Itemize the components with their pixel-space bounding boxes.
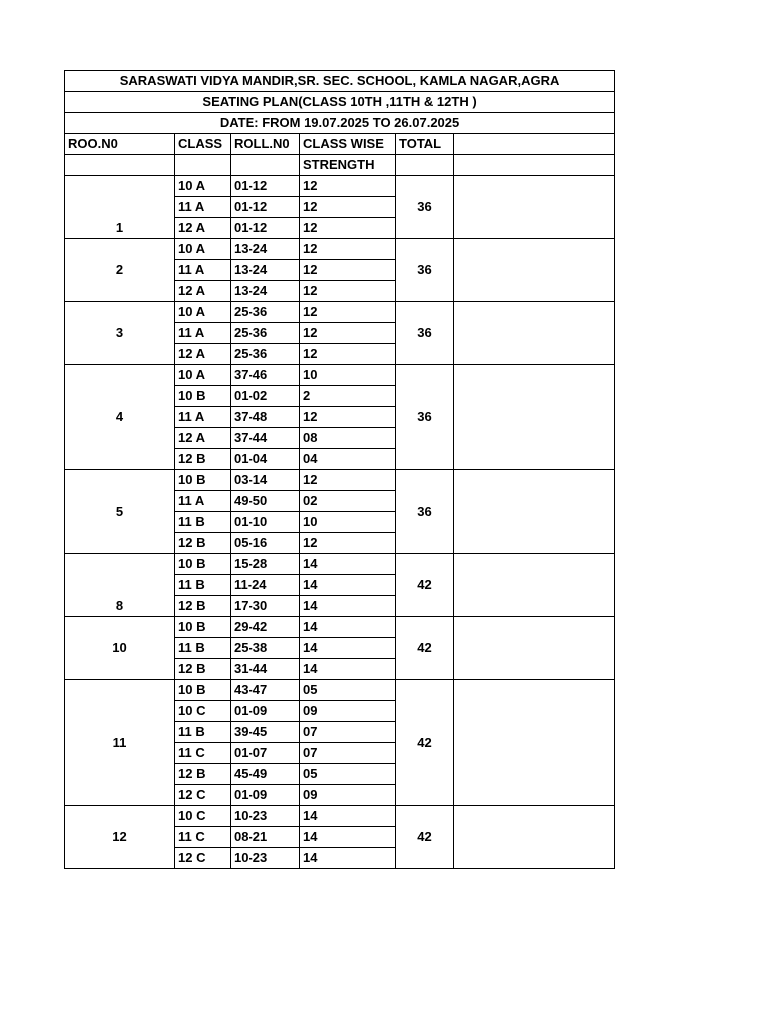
room-number: 2 bbox=[65, 239, 175, 302]
blank-cell bbox=[454, 176, 615, 239]
header-row-title bbox=[65, 92, 615, 113]
roll-range-cell: 11-24 bbox=[231, 575, 300, 596]
roll-range-cell: 01-10 bbox=[231, 512, 300, 533]
header-row-school bbox=[65, 71, 615, 92]
strength-cell: 02 bbox=[300, 491, 396, 512]
strength-cell: 10 bbox=[300, 365, 396, 386]
class-cell: 10 C bbox=[175, 806, 231, 827]
strength-cell: 05 bbox=[300, 680, 396, 701]
room-total: 36 bbox=[396, 239, 454, 302]
school-name: SARASWATI VIDYA MANDIR,SR. SEC. SCHOOL, KAMLA NAGAR,AGRA bbox=[65, 71, 615, 92]
roll-range-cell: 08-21 bbox=[231, 827, 300, 848]
room-total: 42 bbox=[396, 554, 454, 617]
roll-range-cell: 01-04 bbox=[231, 449, 300, 470]
table-row bbox=[65, 806, 615, 827]
room-number: 12 bbox=[65, 806, 175, 869]
subheader-blank-extra bbox=[454, 155, 615, 176]
class-cell: 11 A bbox=[175, 491, 231, 512]
roll-range-cell: 01-09 bbox=[231, 785, 300, 806]
class-cell: 11 A bbox=[175, 407, 231, 428]
class-cell: 12 B bbox=[175, 596, 231, 617]
table-row bbox=[65, 680, 615, 701]
room-total: 42 bbox=[396, 680, 454, 806]
room-total: 36 bbox=[396, 365, 454, 470]
roll-range-cell: 10-23 bbox=[231, 806, 300, 827]
room-total: 36 bbox=[396, 470, 454, 554]
class-cell: 12 A bbox=[175, 428, 231, 449]
class-cell: 10 A bbox=[175, 176, 231, 197]
class-cell: 10 B bbox=[175, 386, 231, 407]
class-cell: 11 B bbox=[175, 575, 231, 596]
strength-cell: 14 bbox=[300, 554, 396, 575]
roll-range-cell: 49-50 bbox=[231, 491, 300, 512]
room-total: 36 bbox=[396, 176, 454, 239]
col-header-total: TOTAL bbox=[396, 134, 454, 155]
strength-cell: 14 bbox=[300, 596, 396, 617]
blank-cell bbox=[454, 302, 615, 365]
class-cell: 11 A bbox=[175, 260, 231, 281]
class-cell: 12 C bbox=[175, 785, 231, 806]
strength-cell: 12 bbox=[300, 344, 396, 365]
class-cell: 10 B bbox=[175, 470, 231, 491]
class-cell: 10 B bbox=[175, 617, 231, 638]
col-header-room: ROO.N0 bbox=[65, 134, 175, 155]
roll-range-cell: 13-24 bbox=[231, 281, 300, 302]
blank-cell bbox=[454, 470, 615, 554]
seating-plan-table bbox=[64, 70, 615, 869]
blank-cell bbox=[454, 617, 615, 680]
class-cell: 10 A bbox=[175, 365, 231, 386]
room-number: 5 bbox=[65, 470, 175, 554]
roll-range-cell: 13-24 bbox=[231, 239, 300, 260]
class-cell: 12 B bbox=[175, 533, 231, 554]
table-row bbox=[65, 302, 615, 323]
class-cell: 12 C bbox=[175, 848, 231, 869]
strength-cell: 12 bbox=[300, 281, 396, 302]
room-number: 3 bbox=[65, 302, 175, 365]
room-number: 4 bbox=[65, 365, 175, 470]
strength-cell: 12 bbox=[300, 176, 396, 197]
strength-cell: 14 bbox=[300, 848, 396, 869]
strength-cell: 12 bbox=[300, 302, 396, 323]
strength-cell: 14 bbox=[300, 617, 396, 638]
date-range: DATE: FROM 19.07.2025 TO 26.07.2025 bbox=[65, 113, 615, 134]
room-number: 11 bbox=[65, 680, 175, 806]
table-row bbox=[65, 470, 615, 491]
strength-cell: 12 bbox=[300, 260, 396, 281]
subheader-blank-class bbox=[175, 155, 231, 176]
roll-range-cell: 01-07 bbox=[231, 743, 300, 764]
roll-range-cell: 25-36 bbox=[231, 344, 300, 365]
class-cell: 12 A bbox=[175, 218, 231, 239]
class-cell: 12 B bbox=[175, 659, 231, 680]
strength-cell: 14 bbox=[300, 659, 396, 680]
room-number: 10 bbox=[65, 617, 175, 680]
strength-cell: 14 bbox=[300, 638, 396, 659]
class-cell: 11 A bbox=[175, 197, 231, 218]
table-row bbox=[65, 176, 615, 197]
table-row bbox=[65, 554, 615, 575]
strength-cell: 09 bbox=[300, 701, 396, 722]
roll-range-cell: 01-12 bbox=[231, 218, 300, 239]
roll-range-cell: 13-24 bbox=[231, 260, 300, 281]
strength-cell: 12 bbox=[300, 407, 396, 428]
roll-range-cell: 01-12 bbox=[231, 176, 300, 197]
blank-cell bbox=[454, 680, 615, 806]
strength-cell: 12 bbox=[300, 197, 396, 218]
roll-range-cell: 01-09 bbox=[231, 701, 300, 722]
roll-range-cell: 39-45 bbox=[231, 722, 300, 743]
column-header-row bbox=[65, 134, 615, 155]
class-cell: 11 C bbox=[175, 827, 231, 848]
class-cell: 12 A bbox=[175, 281, 231, 302]
strength-cell: 14 bbox=[300, 806, 396, 827]
roll-range-cell: 01-02 bbox=[231, 386, 300, 407]
strength-cell: 14 bbox=[300, 827, 396, 848]
blank-cell bbox=[454, 554, 615, 617]
room-total: 42 bbox=[396, 617, 454, 680]
table-row bbox=[65, 365, 615, 386]
roll-range-cell: 29-42 bbox=[231, 617, 300, 638]
roll-range-cell: 17-30 bbox=[231, 596, 300, 617]
class-cell: 10 B bbox=[175, 680, 231, 701]
column-subheader-row bbox=[65, 155, 615, 176]
plan-title: SEATING PLAN(CLASS 10TH ,11TH & 12TH ) bbox=[65, 92, 615, 113]
table-row bbox=[65, 617, 615, 638]
col-subheader-strength: STRENGTH bbox=[300, 155, 396, 176]
blank-cell bbox=[454, 365, 615, 470]
class-cell: 11 B bbox=[175, 638, 231, 659]
subheader-blank-total bbox=[396, 155, 454, 176]
col-header-blank bbox=[454, 134, 615, 155]
roll-range-cell: 25-38 bbox=[231, 638, 300, 659]
strength-cell: 07 bbox=[300, 722, 396, 743]
class-cell: 12 B bbox=[175, 764, 231, 785]
class-cell: 11 A bbox=[175, 323, 231, 344]
class-cell: 11 B bbox=[175, 512, 231, 533]
col-header-strength: CLASS WISE bbox=[300, 134, 396, 155]
room-total: 42 bbox=[396, 806, 454, 869]
roll-range-cell: 37-48 bbox=[231, 407, 300, 428]
strength-cell: 10 bbox=[300, 512, 396, 533]
subheader-blank-room bbox=[65, 155, 175, 176]
class-cell: 11 C bbox=[175, 743, 231, 764]
roll-range-cell: 43-47 bbox=[231, 680, 300, 701]
class-cell: 12 A bbox=[175, 344, 231, 365]
roll-range-cell: 25-36 bbox=[231, 323, 300, 344]
roll-range-cell: 37-46 bbox=[231, 365, 300, 386]
subheader-blank-roll bbox=[231, 155, 300, 176]
strength-cell: 12 bbox=[300, 239, 396, 260]
class-cell: 10 C bbox=[175, 701, 231, 722]
roll-range-cell: 31-44 bbox=[231, 659, 300, 680]
room-total: 36 bbox=[396, 302, 454, 365]
blank-cell bbox=[454, 239, 615, 302]
strength-cell: 05 bbox=[300, 764, 396, 785]
strength-cell: 07 bbox=[300, 743, 396, 764]
col-header-class: CLASS bbox=[175, 134, 231, 155]
header-row-date bbox=[65, 113, 615, 134]
strength-cell: 04 bbox=[300, 449, 396, 470]
table-row bbox=[65, 239, 615, 260]
strength-cell: 12 bbox=[300, 323, 396, 344]
class-cell: 10 B bbox=[175, 554, 231, 575]
strength-cell: 08 bbox=[300, 428, 396, 449]
strength-cell: 12 bbox=[300, 533, 396, 554]
col-header-roll: ROLL.N0 bbox=[231, 134, 300, 155]
strength-cell: 12 bbox=[300, 218, 396, 239]
room-number: 8 bbox=[65, 554, 175, 617]
roll-range-cell: 01-12 bbox=[231, 197, 300, 218]
roll-range-cell: 37-44 bbox=[231, 428, 300, 449]
strength-cell: 09 bbox=[300, 785, 396, 806]
blank-cell bbox=[454, 806, 615, 869]
roll-range-cell: 45-49 bbox=[231, 764, 300, 785]
strength-cell: 2 bbox=[300, 386, 396, 407]
strength-cell: 14 bbox=[300, 575, 396, 596]
class-cell: 12 B bbox=[175, 449, 231, 470]
roll-range-cell: 25-36 bbox=[231, 302, 300, 323]
roll-range-cell: 05-16 bbox=[231, 533, 300, 554]
class-cell: 11 B bbox=[175, 722, 231, 743]
class-cell: 10 A bbox=[175, 239, 231, 260]
roll-range-cell: 15-28 bbox=[231, 554, 300, 575]
class-cell: 10 A bbox=[175, 302, 231, 323]
room-number: 1 bbox=[65, 176, 175, 239]
roll-range-cell: 03-14 bbox=[231, 470, 300, 491]
roll-range-cell: 10-23 bbox=[231, 848, 300, 869]
strength-cell: 12 bbox=[300, 470, 396, 491]
